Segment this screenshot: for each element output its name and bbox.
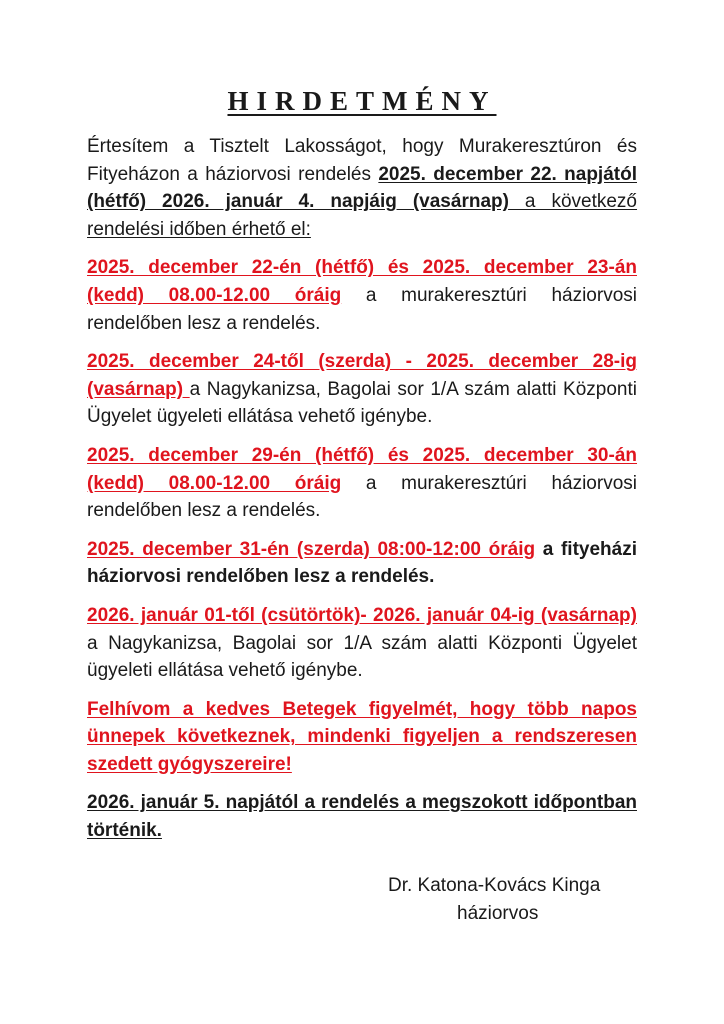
intro-text: Értesítem a Tisztelt Lakosságot, hogy Murakeresztúron és Fityeházon a háziorvosi rendelés [87, 136, 637, 185]
schedule-paragraph-2 [87, 348, 637, 431]
schedule-paragraph-1 [87, 254, 637, 337]
schedule-2-text: a Nagykanizsa, Bagolai sor 1/A szám alatti Központi Ügyelet ügyeleti ellátása vehető igénybe. [87, 378, 637, 428]
schedule-3-text: a murakeresztúri háziorvosi rendelőben lesz a rendelés. [87, 472, 637, 522]
schedule-paragraph-3 [87, 442, 637, 525]
schedule-paragraph-4 [87, 536, 637, 591]
intro-text-end: a következő rendelési időben érhető el: [87, 191, 638, 240]
schedule-1-dates: 2025. december 22-én (hétfő) és 2025. december 23-án (kedd) 08.00-12.00 óráig [87, 257, 637, 306]
page-title: HIRDETMÉNY [227, 86, 497, 116]
intro-paragraph [87, 133, 637, 243]
schedule-4-text: a fityeházi háziorvosi rendelőben lesz a rendelés. [87, 538, 637, 588]
intro-date-range: 2025. december 22. napjától (hétfő) 2026. január 4. napjáig (vasárnap) [87, 163, 637, 213]
schedule-2-dates: 2025. december 24-től (szerda) - 2025. december 28-ig (vasárnap) [87, 351, 637, 400]
closing-paragraph: 2026. január 5. napjától a rendelés a megszokott időpontban történik. [87, 792, 637, 842]
schedule-paragraph-5 [87, 602, 637, 685]
schedule-5-dates: 2026. január 01-től (csütörtök)- 2026. január 04-ig (vasárnap) [87, 604, 637, 626]
signature-role: háziorvos [457, 903, 539, 924]
schedule-1-text: a murakeresztúri háziorvosi rendelőben lesz a rendelés. [87, 284, 637, 334]
signature-name: Dr. Katona-Kovács Kinga [388, 875, 601, 896]
schedule-4-dates: 2025. december 31-én (szerda) 08:00-12:00 óráig [87, 538, 536, 560]
notice-body [87, 133, 637, 856]
schedule-3-dates: 2025. december 29-én (hétfő) és 2025. december 30-án (kedd) 08.00-12.00 óráig [87, 444, 637, 494]
schedule-5-text: a Nagykanizsa, Bagolai sor 1/A szám alatti Központi Ügyelet ügyeleti ellátása vehető igénybe. [87, 632, 637, 682]
warning-paragraph: Felhívom a kedves Betegek figyelmét, hogy több napos ünnepek következnek, mindenki figyeljen a rendszeresen szedett gyógyszereire! [87, 698, 637, 775]
